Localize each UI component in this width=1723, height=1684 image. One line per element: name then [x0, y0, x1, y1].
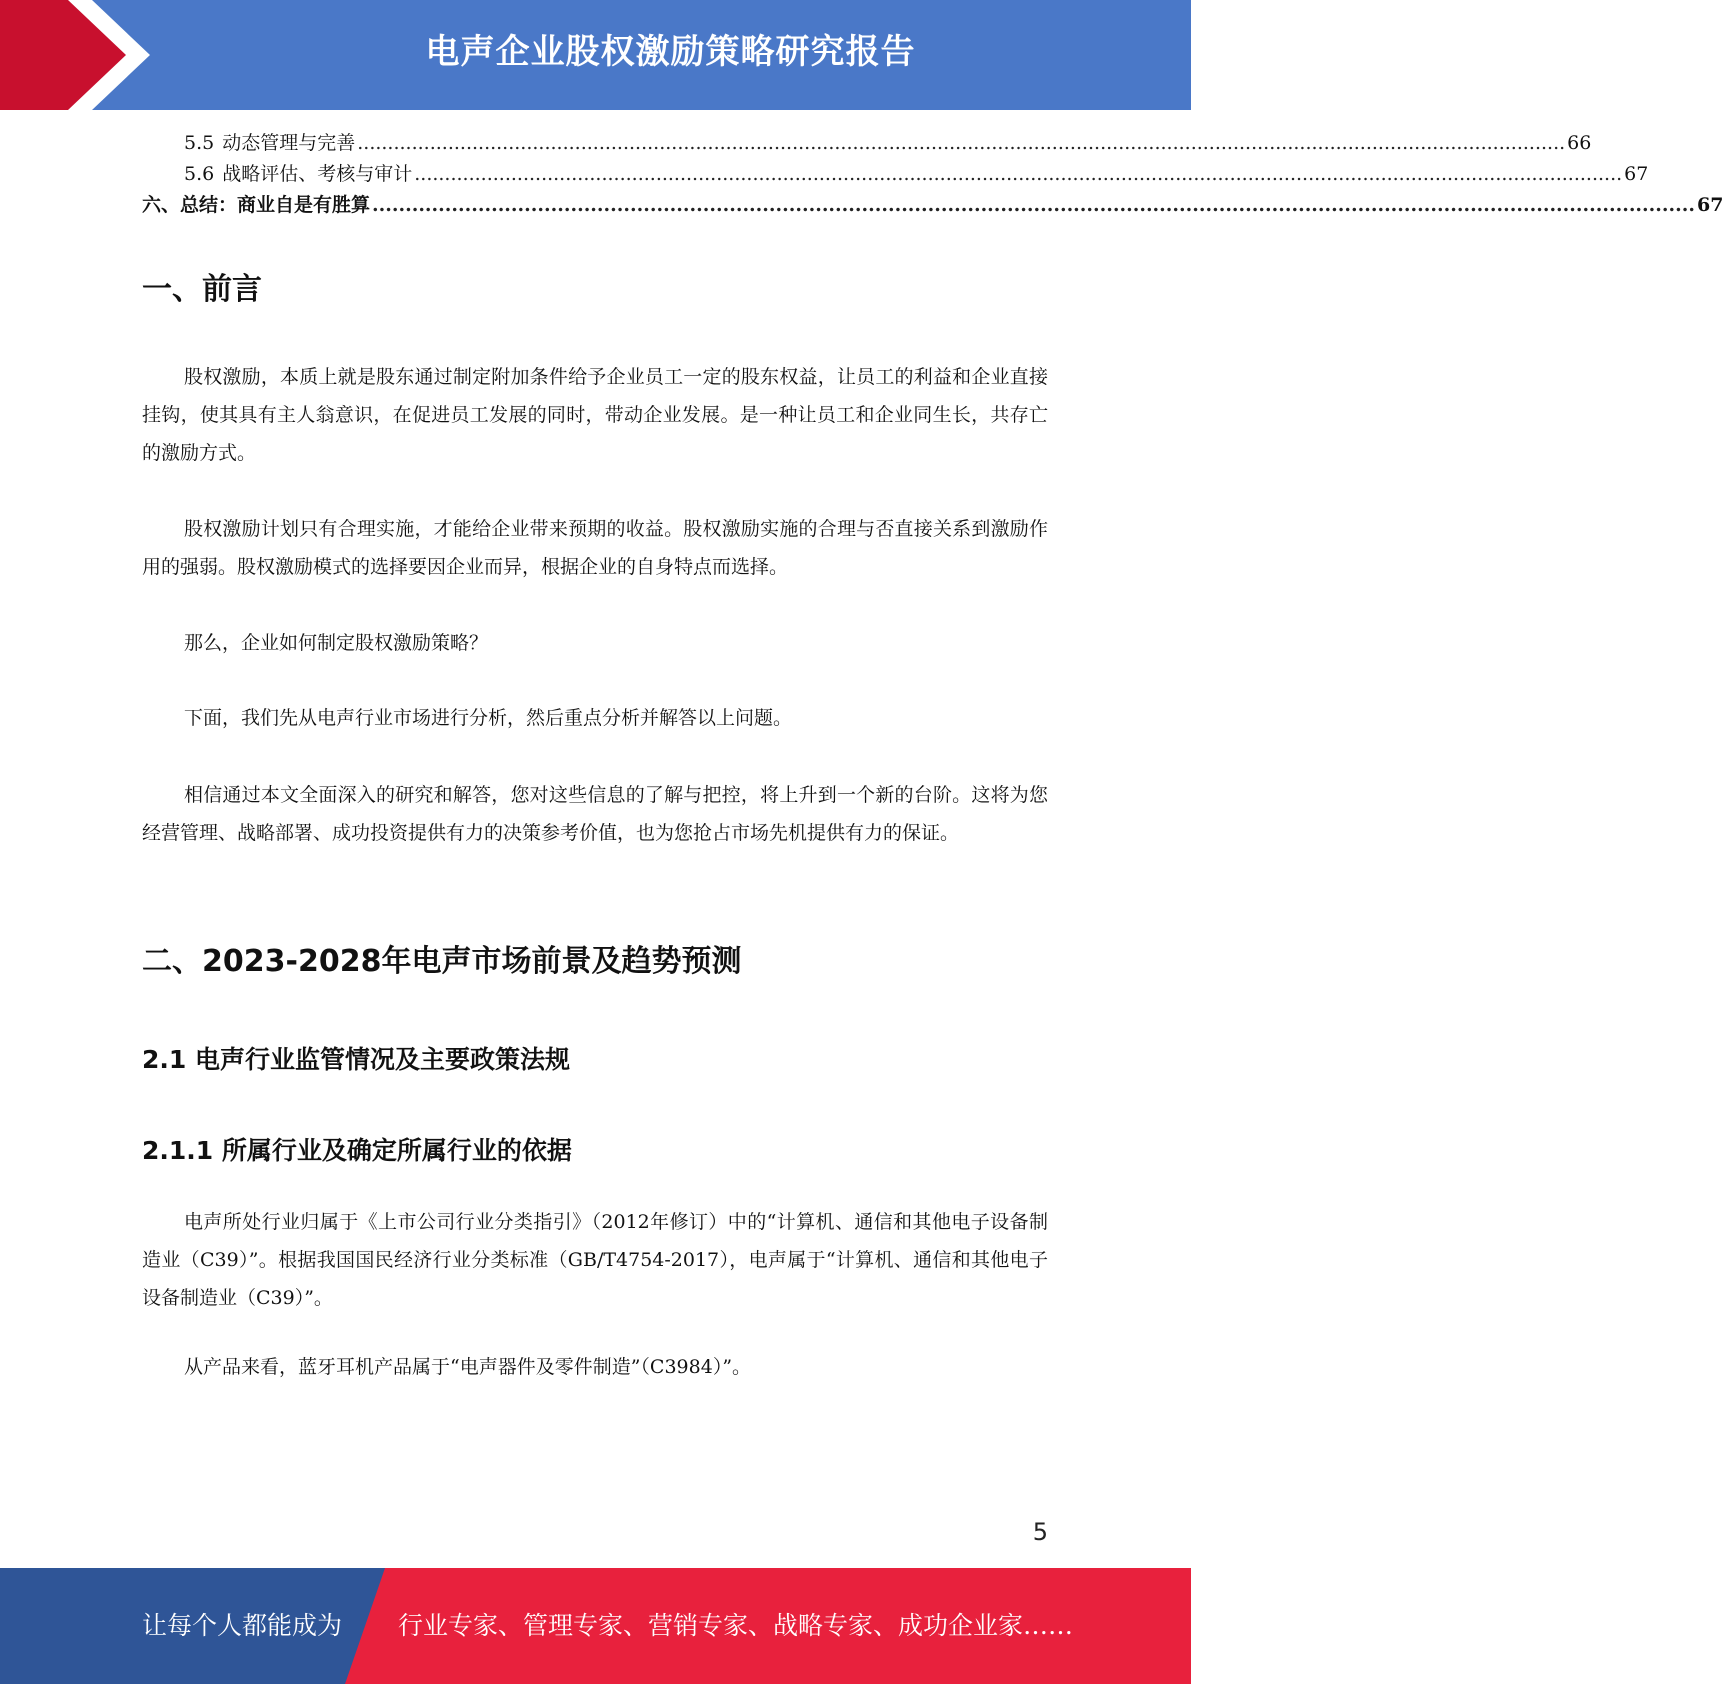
section-2-heading: 二、2023-2028年电声市场前景及趋势预测 — [142, 944, 742, 979]
toc-item-6[interactable] — [142, 190, 1723, 220]
page-footer — [0, 1568, 1191, 1684]
toc-item-page: 66 — [1567, 132, 1592, 154]
toc-item-text: 动态管理与完善 — [222, 132, 356, 154]
paragraph: 相信通过本文全面深入的研究和解答，您对这些信息的了解与把控，将上升到一个新的台阶。这将为您经营管理、战略部署、成功投资提供有力的决策参考价值，也为您抢占市场先机提供有力的保证。 — [142, 784, 1048, 844]
paragraph: 股权激励计划只有合理实施，才能给企业带来预期的收益。股权激励实施的合理与否直接关系到激励作用的强弱。股权激励模式的选择要因企业而异，根据企业的自身特点而选择。 — [142, 518, 1048, 578]
page-number: 5 — [1032, 1518, 1048, 1546]
paragraph: 下面，我们先从电声行业市场进行分析，然后重点分析并解答以上问题。 — [184, 707, 793, 729]
toc-item-page: 67 — [1624, 163, 1649, 185]
toc-leader-dots: ........................................................................................................................................................................................................ — [357, 132, 1566, 154]
toc-item-text: 战略评估、考核与审计 — [222, 163, 413, 185]
paragraph: 股权激励，本质上就是股东通过制定附加条件给予企业员工一定的股东权益，让员工的利益和企业直接挂钩，使其具有主人翁意识，在促进员工发展的同时，带动企业发展。是一种让员工和企业同生长，共存亡的激励方式。 — [142, 366, 1048, 464]
section-1-heading: 一、前言 — [142, 272, 262, 307]
toc-item-page: 67 — [1696, 194, 1723, 216]
footer-slogan-left: 让每个人都能成为 — [142, 1611, 343, 1640]
toc-item-5-5[interactable] — [142, 128, 1592, 158]
footer-slogan-right: 行业专家、管理专家、营销专家、战略专家、成功企业家…… — [398, 1611, 1074, 1640]
report-title: 电声企业股权激励策略研究报告 — [425, 32, 916, 72]
page-header — [0, 0, 1191, 110]
toc-item-text: 六、总结：商业自是有胜算 — [142, 194, 371, 216]
section-2-1-heading: 2.1 电声行业监管情况及主要政策法规 — [142, 1045, 570, 1074]
toc-item-5-6[interactable] — [142, 159, 1649, 189]
paragraph: 电声所处行业归属于《上市公司行业分类指引》（2012年修订）中的“计算机、通信和其他电子设备制造业（C39）”。根据我国国民经济行业分类标准（GB/T4754-2017），电声属于“计算机、通信和其他电子设备制造业（C39）”。 — [142, 1211, 1048, 1309]
paragraph: 从产品来看，蓝牙耳机产品属于“电声器件及零件制造”（C3984）”。 — [184, 1356, 752, 1378]
toc-item-number: 5.5 — [184, 132, 215, 154]
paragraph: 那么，企业如何制定股权激励策略？ — [184, 632, 489, 654]
toc-leader-dots: ........................................................................................................................................................................................................ — [372, 194, 1695, 216]
toc-item-number: 5.6 — [184, 163, 215, 185]
toc-leader-dots: ........................................................................................................................................................................................................ — [414, 163, 1623, 185]
section-2-1-1-heading: 2.1.1 所属行业及确定所属行业的依据 — [142, 1136, 572, 1165]
